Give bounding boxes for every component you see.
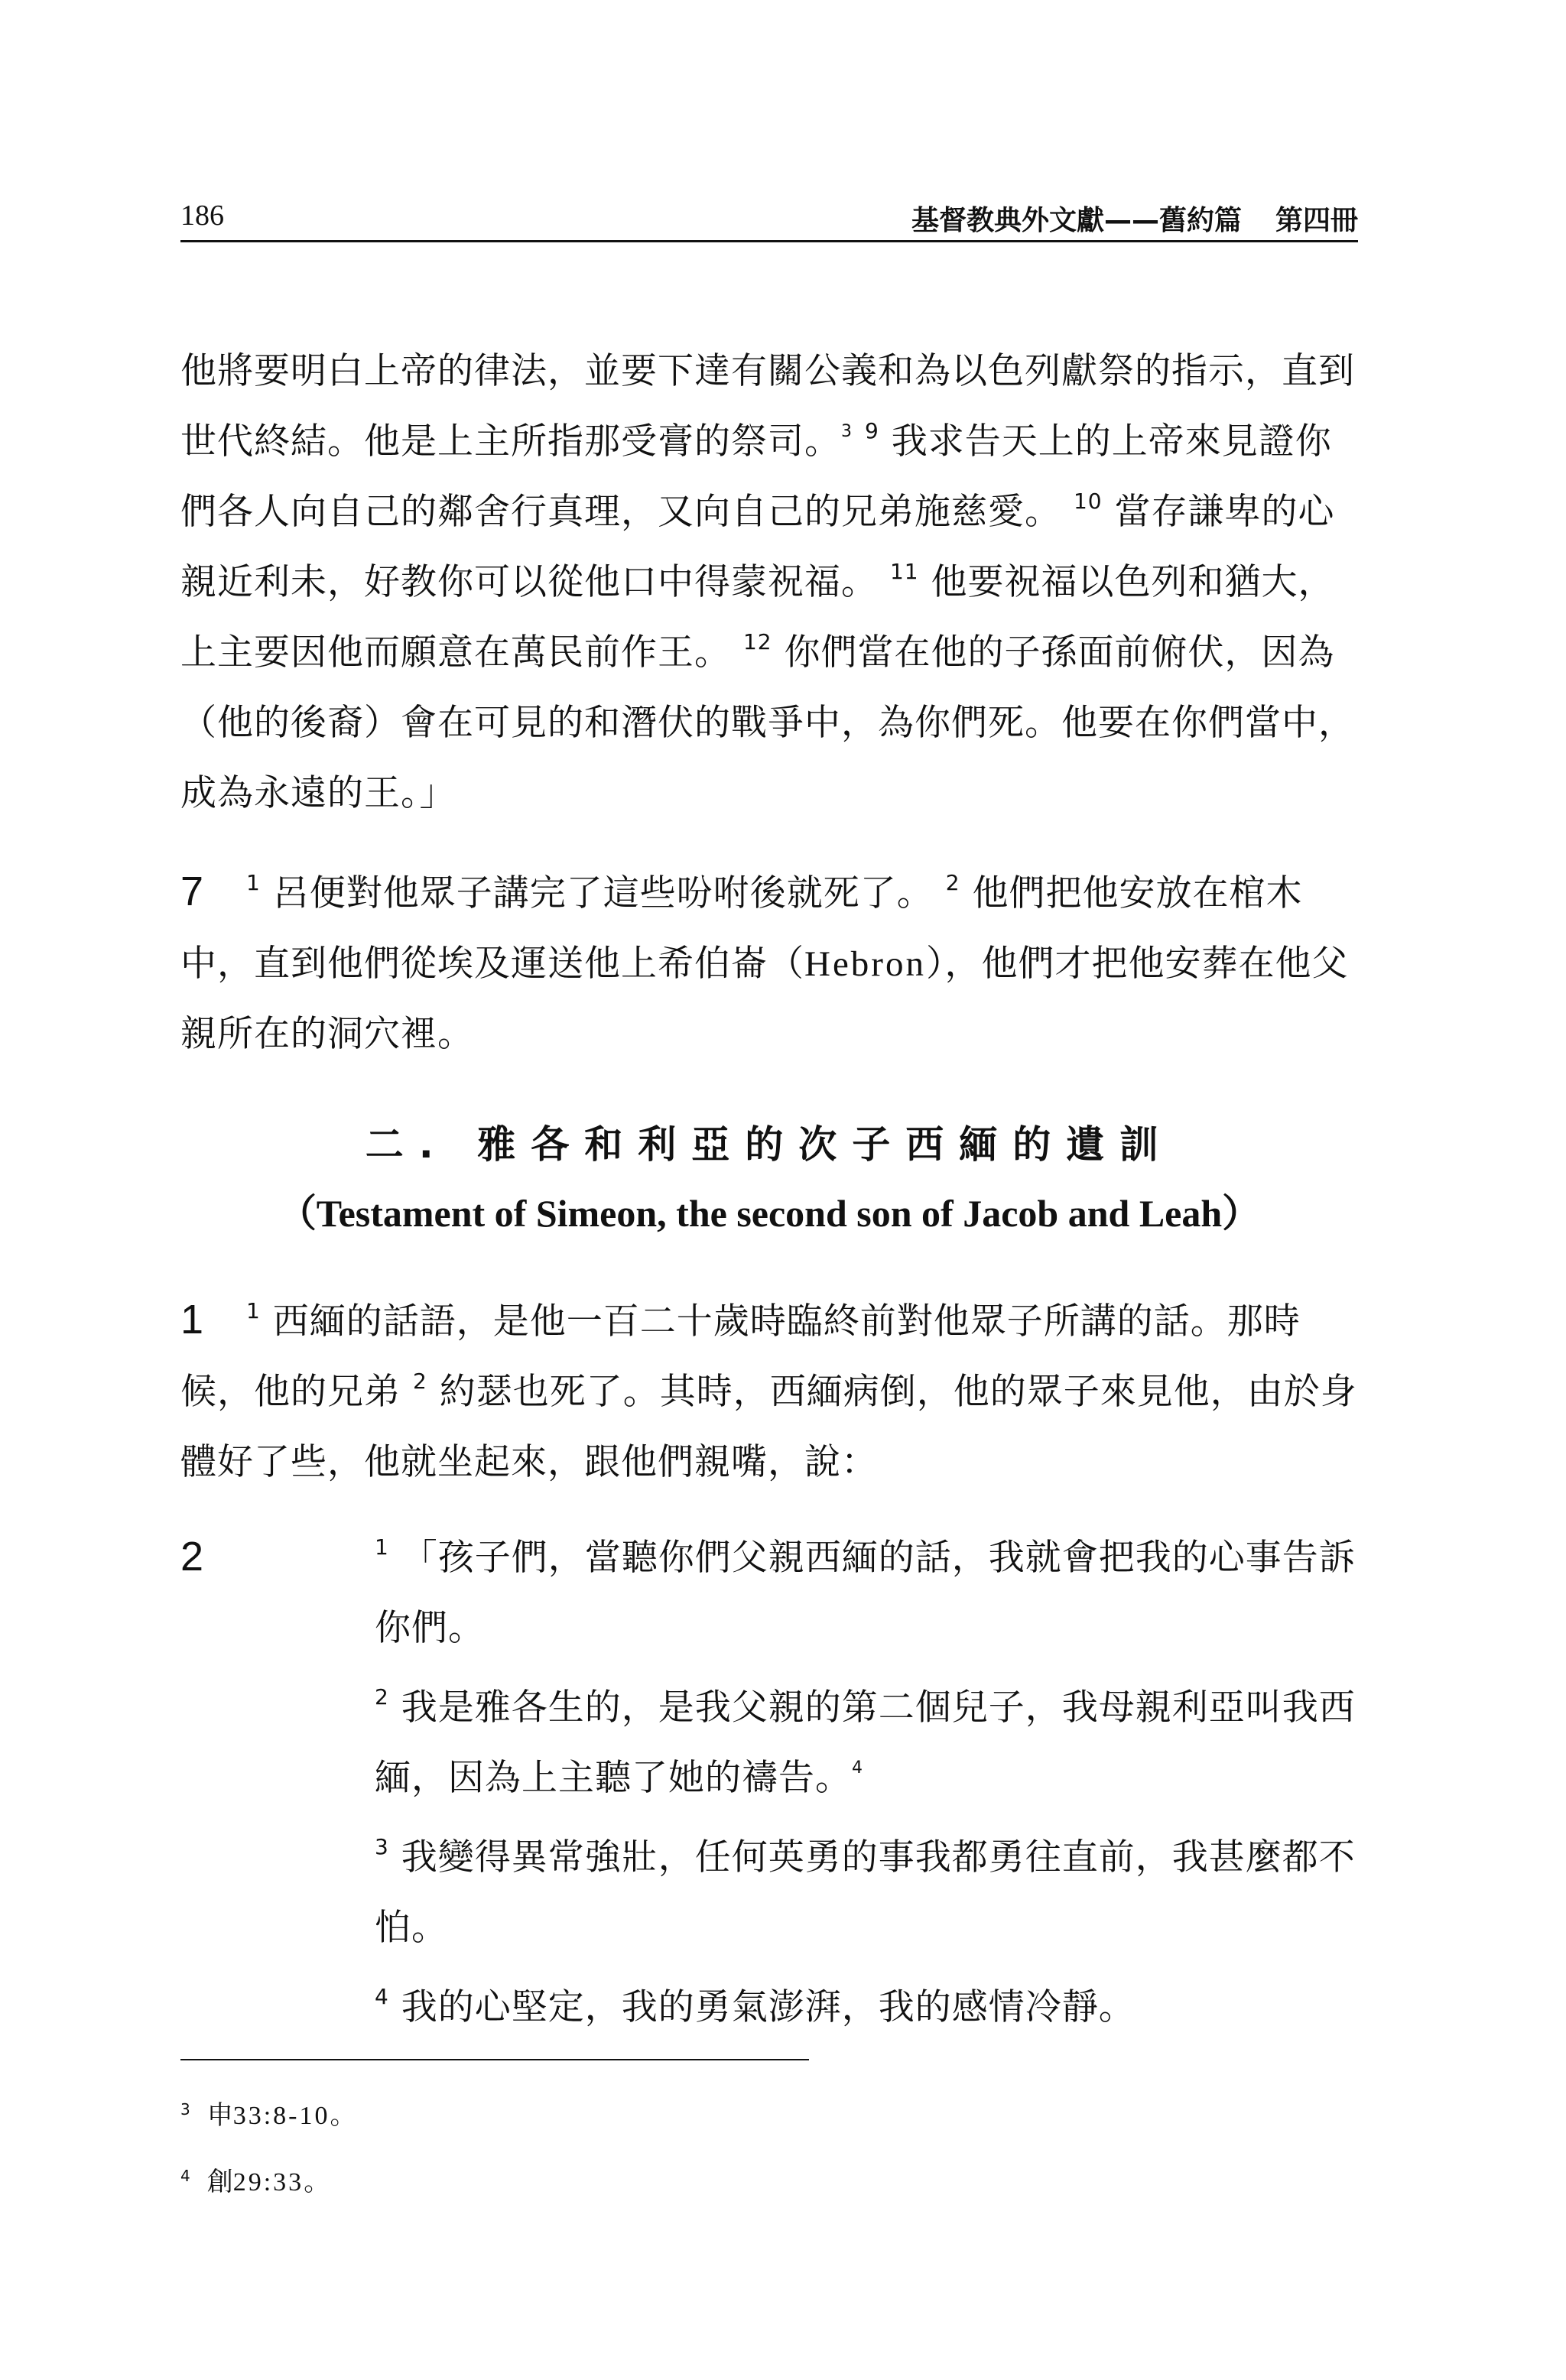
section-title-english: （Testament of Simeon, the second son of Jacob and Leah） <box>278 1192 1261 1235</box>
verse-text: 你們當在他的子孫面前俯伏，因為（他的後裔）會在可見的和潛伏的戰爭中，為你們死。他要在你們當中，成為永遠的王。」 <box>180 632 1355 814</box>
verse-number: 11 <box>889 559 919 584</box>
footnote-item <box>180 2080 356 2146</box>
verse-number: 9 <box>864 418 879 443</box>
footnote-end: 。 <box>304 2167 330 2197</box>
verse-text: 我的心堅定，我的勇氣澎湃，我的感情冷靜。 <box>401 1986 1136 2028</box>
verse-number: 1 <box>375 1534 389 1560</box>
verse-number: 1 <box>245 870 261 895</box>
place-name: Hebron <box>804 944 926 984</box>
volume-label: 第四冊 <box>1275 205 1358 236</box>
verse-text: 他們把他安放在棺木中，直到他們從埃及運送他上希伯崙（ <box>180 872 1303 985</box>
footnote-marker: 3 <box>180 2100 190 2119</box>
verse-text: 他要祝福以色列和猶大，上主要因他而願意在萬民前作王。 <box>180 561 1335 674</box>
chapter-number: 7 <box>180 869 205 914</box>
footnote-book: 創 <box>206 2167 233 2197</box>
verse-text: 當存謙卑的心親近利未，好教你可以從他口中得蒙祝福。 <box>180 491 1335 603</box>
verse-text: 約瑟也死了。其時，西緬病倒，他的眾子來見他，由於身體好了些，他就坐起來，跟他們親嘴，說： <box>180 1371 1357 1483</box>
verse-number: 2 <box>412 1369 427 1394</box>
footnote-ref: 3 <box>841 422 853 441</box>
chapter-7-paragraph <box>180 856 1358 1070</box>
intro-paragraph <box>180 336 1358 829</box>
footnote-marker: 4 <box>180 2167 190 2185</box>
verse-text: ），他們才把他安葬在他父親所在的洞穴裡。 <box>180 943 1349 1055</box>
footnote-ref: 4 <box>852 1758 863 1778</box>
footnote-item <box>180 2146 356 2213</box>
verse-number: 2 <box>375 1684 389 1710</box>
section-title-chinese: 二. 雅各和利亞的次子西緬的遺訓 <box>365 1122 1174 1167</box>
verse-text: 呂便對他眾子講完了這些吩咐後就死了。 <box>272 872 934 914</box>
verse-text: 我是雅各生的，是我父親的第二個兒子，我母親利亞叫我西緬，因為上主聽了她的禱告。 <box>375 1687 1356 1799</box>
verse-number: 1 <box>245 1298 261 1323</box>
verse-number: 4 <box>375 1984 389 2009</box>
verse-block <box>375 1823 1358 1963</box>
verse-text: 他將要明白上帝的律法，並要下達有關公義和為以色列獻祭的指示，直到世代終結。他是上主所指那受膏的祭司。 <box>180 350 1355 463</box>
verse-number: 10 <box>1073 489 1103 514</box>
footnote-reference: 29:33 <box>232 2168 304 2197</box>
verse-text: 我求告天上的上帝來見證你們各人向自己的鄰舍行真理，又向自己的兄弟施慈愛。 <box>180 420 1332 533</box>
page-number: 186 <box>180 200 224 232</box>
verse-block <box>375 1973 1358 2043</box>
footnotes <box>180 2080 356 2213</box>
verse-text: 「孩子們，當聽你們父親西緬的話，我就會把我的心事告訴你們。 <box>375 1537 1356 1649</box>
footnote-end: 。 <box>330 2100 356 2131</box>
verse-number: 12 <box>742 629 772 654</box>
footnote-reference: 33:8-10 <box>232 2102 330 2130</box>
verse-number: 3 <box>375 1834 389 1859</box>
verse-text: 西緬的話語，是他一百二十歲時臨終前對他眾子所講的話。那時候，他的兄弟 <box>180 1300 1301 1413</box>
verse-text: 我變得異常強壯，任何英勇的事我都勇往直前，我甚麼都不怕。 <box>375 1836 1356 1949</box>
book-title: 基督教典外文獻——舊約篇 <box>911 205 1242 236</box>
footnote-book: 申 <box>206 2100 233 2131</box>
chapter-1-paragraph <box>180 1284 1358 1498</box>
verse-block <box>375 1523 1358 1664</box>
chapter-number: 1 <box>180 1297 205 1343</box>
footnote-divider <box>180 2059 809 2060</box>
running-header <box>180 191 1358 242</box>
chapter-2-verses <box>375 1523 1358 2052</box>
running-title <box>911 199 1358 238</box>
verse-block <box>375 1673 1358 1813</box>
section-heading <box>180 1110 1358 1248</box>
verse-number: 2 <box>945 870 960 895</box>
chapter-number: 2 <box>180 1534 204 1580</box>
